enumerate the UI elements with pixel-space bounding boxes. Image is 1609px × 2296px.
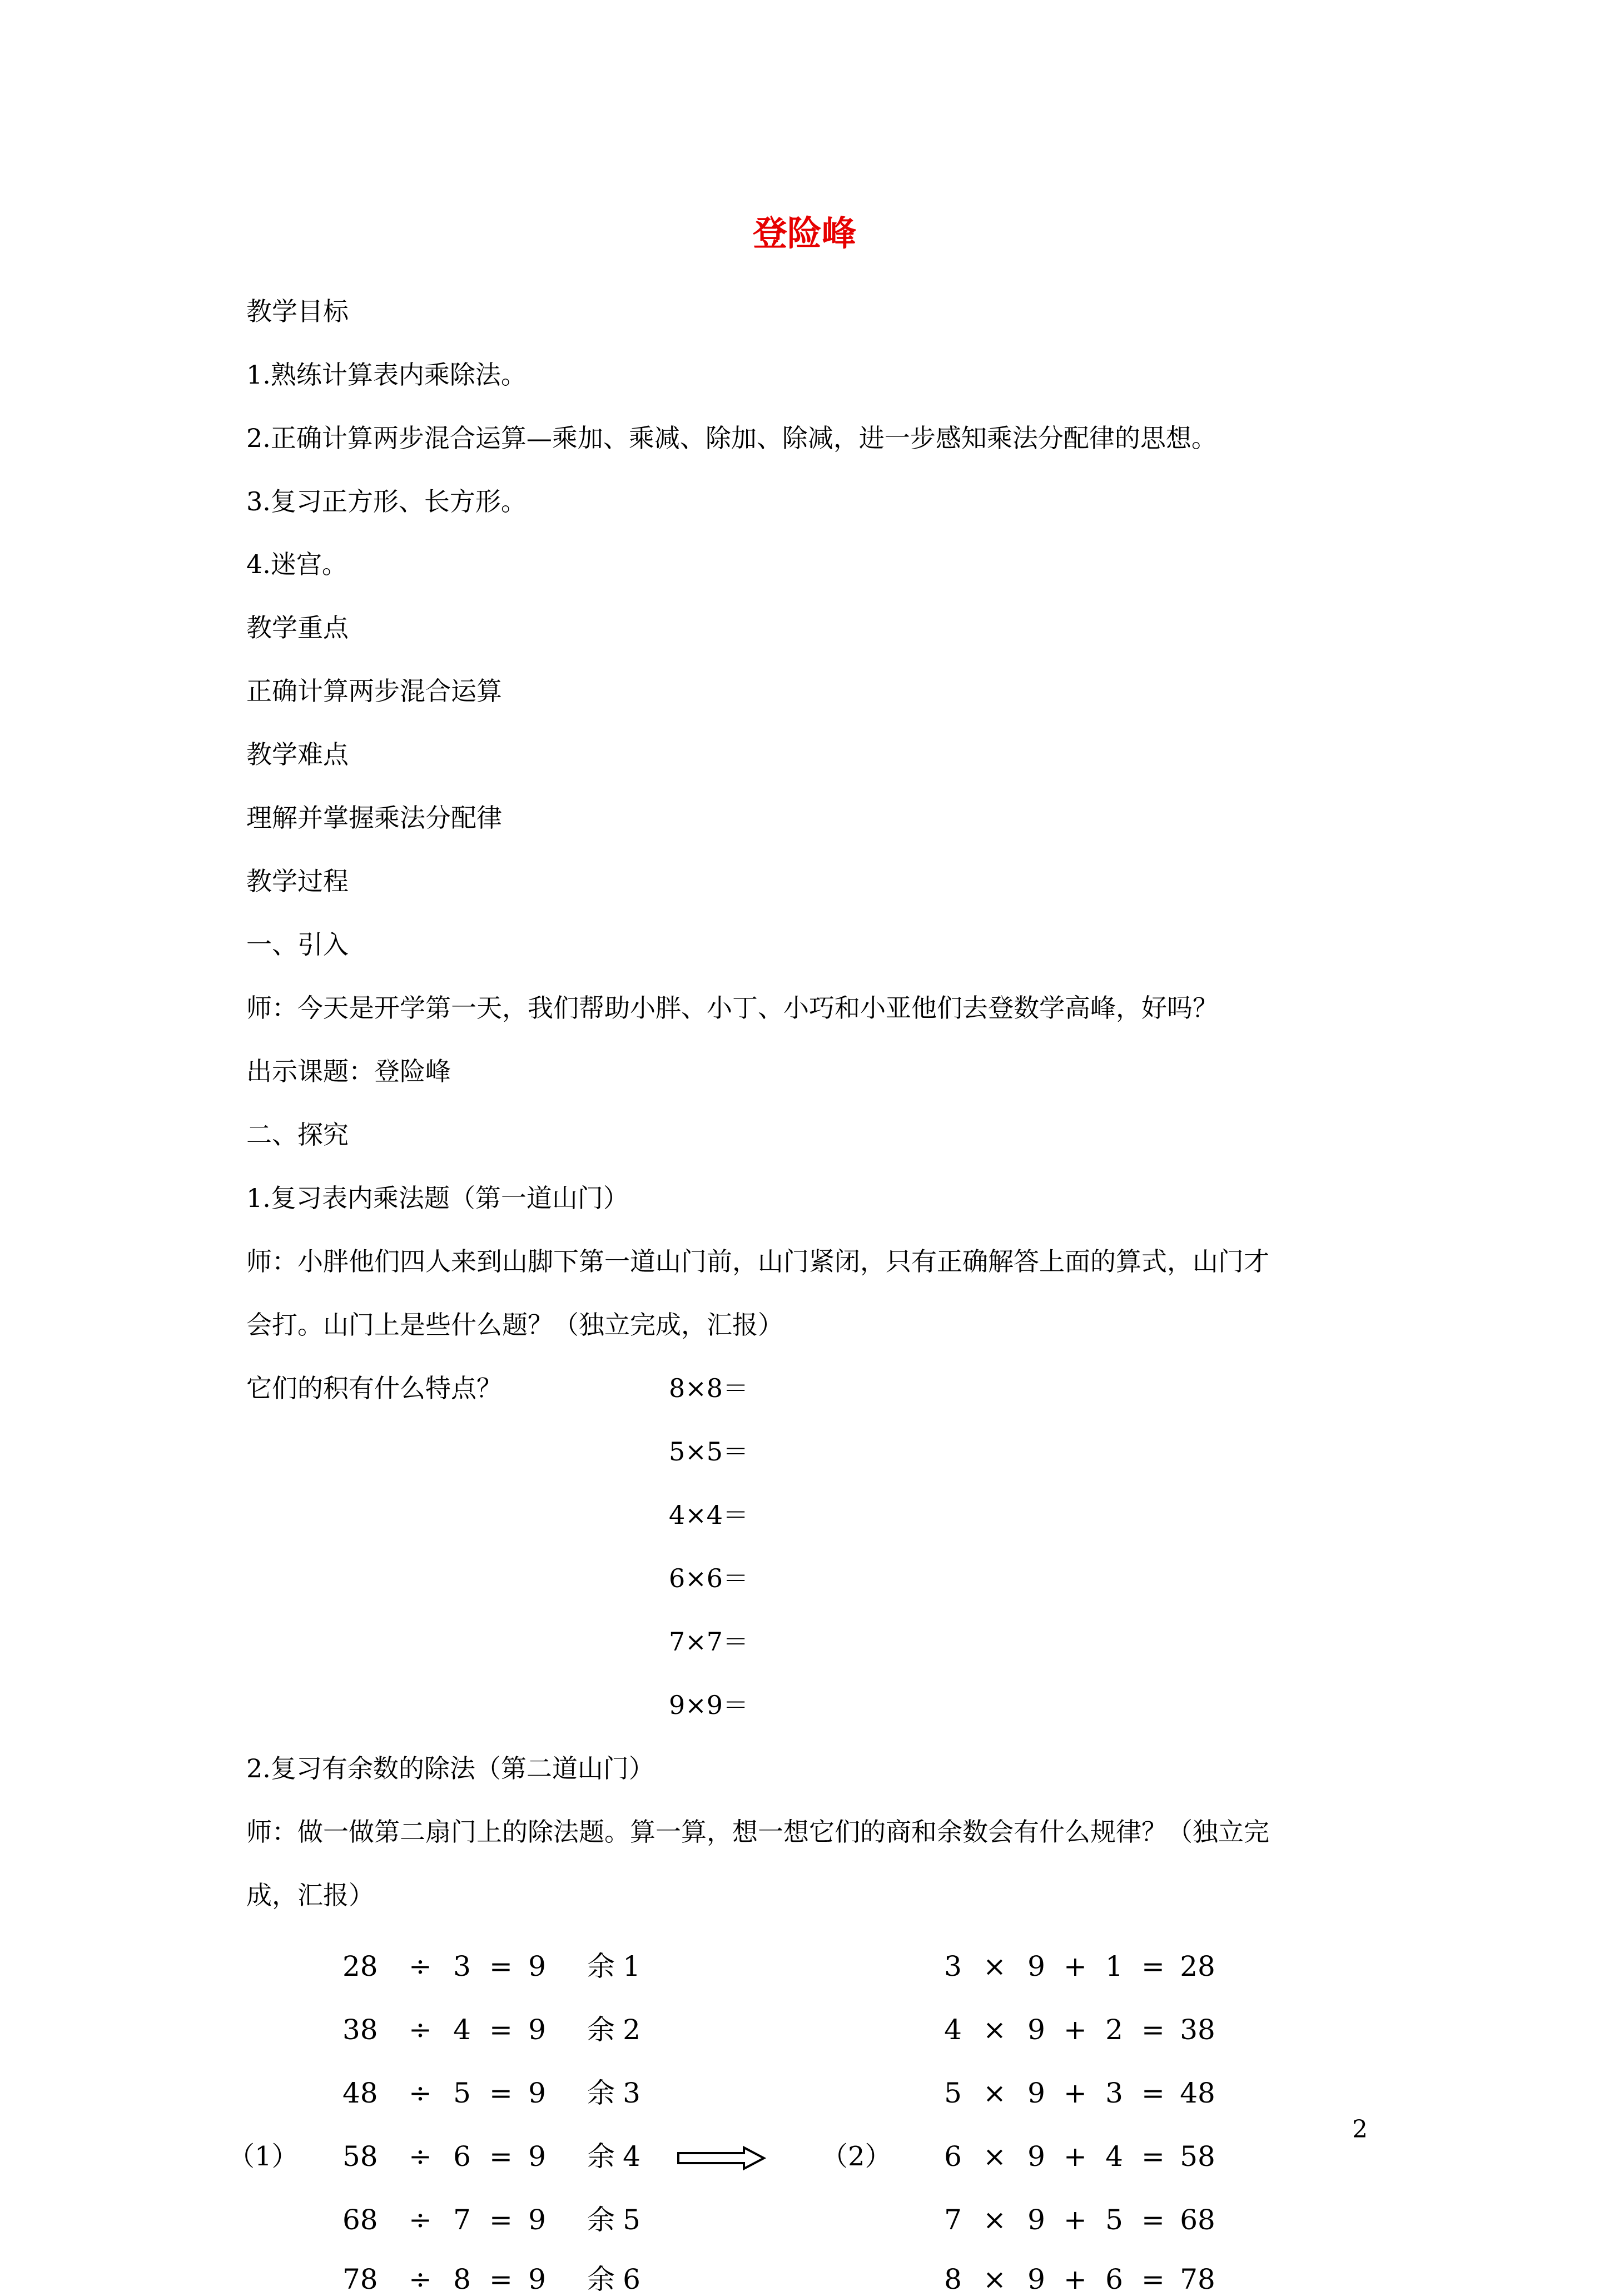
division-row: 78 ÷ 8 = 9 余 6: [342, 2263, 640, 2295]
teacher-line-2a: 师：小胖他们四人来到山脚下第一道山门前，山门紧闭，只有正确解答上面的算式，山门才: [246, 1246, 1269, 1276]
mult-item: 6×6＝: [669, 1563, 749, 1593]
division-row: 38 ÷ 4 = 9 余 2: [342, 2014, 640, 2046]
objective-4: 4.迷宫。: [246, 549, 347, 579]
teacher-line-1: 师：今天是开学第一天，我们帮助小胖、小丁、小巧和小亚他们去登数学高峰，好吗？: [246, 993, 1218, 1023]
difficulty-text: 理解并掌握乘法分配律: [246, 803, 502, 833]
subsection-2: 2.复习有余数的除法（第二道山门）: [246, 1753, 654, 1783]
topic-line: 出示课题：登险峰: [246, 1056, 451, 1086]
teacher-line-2b: 会打。山门上是些什么题？（独立完成，汇报）: [246, 1310, 783, 1340]
division-row: 58 ÷ 6 = 9 余 4: [342, 2140, 640, 2173]
heading-process: 教学过程: [246, 866, 349, 896]
heading-key-points: 教学重点: [246, 613, 349, 643]
mult-item: 9×9＝: [669, 1690, 749, 1720]
teacher-line-3a: 师：做一做第二扇门上的除法题。算一算，想一想它们的商和余数会有什么规律？（独立完: [246, 1817, 1269, 1847]
check-row: 6 × 9 + 4 = 58: [944, 2140, 1215, 2173]
key-point-text: 正确计算两步混合运算: [246, 676, 502, 706]
teacher-line-3b: 成，汇报）: [246, 1880, 374, 1910]
mult-item: 7×7＝: [669, 1627, 749, 1657]
page-number: 2: [1352, 2115, 1368, 2144]
heading-objectives: 教学目标: [246, 296, 349, 326]
heading-difficulty: 教学难点: [246, 739, 349, 769]
section-intro: 一、引入: [246, 930, 349, 960]
division-row: 48 ÷ 5 = 9 余 3: [342, 2077, 640, 2109]
label-1: （1）: [228, 2141, 299, 2172]
mult-item: 4×4＝: [669, 1500, 749, 1530]
check-row: 8 × 9 + 6 = 78: [944, 2263, 1215, 2295]
objective-3: 3.复习正方形、长方形。: [246, 486, 527, 516]
right-arrow-icon: [677, 2145, 766, 2173]
page-title: 登险峰: [752, 213, 856, 254]
label-2: （2）: [821, 2141, 892, 2172]
question-line: 它们的积有什么特点？: [246, 1373, 502, 1403]
check-row: 3 × 9 + 1 = 28: [944, 1950, 1215, 1982]
subsection-1: 1.复习表内乘法题（第一道山门）: [246, 1183, 629, 1213]
check-row: 7 × 9 + 5 = 68: [944, 2204, 1215, 2236]
check-row: 4 × 9 + 2 = 38: [944, 2014, 1215, 2046]
division-row: 28 ÷ 3 = 9 余 1: [342, 1950, 640, 1982]
objective-2: 2.正确计算两步混合运算—乘加、乘减、除加、除减，进一步感知乘法分配律的思想。: [246, 423, 1217, 453]
objective-1: 1.熟练计算表内乘除法。: [246, 360, 527, 390]
section-explore: 二、探究: [246, 1120, 349, 1150]
division-row: 68 ÷ 7 = 9 余 5: [342, 2204, 640, 2236]
mult-item: 8×8＝: [669, 1373, 749, 1403]
mult-item: 5×5＝: [669, 1437, 749, 1467]
check-row: 5 × 9 + 3 = 48: [944, 2077, 1215, 2109]
